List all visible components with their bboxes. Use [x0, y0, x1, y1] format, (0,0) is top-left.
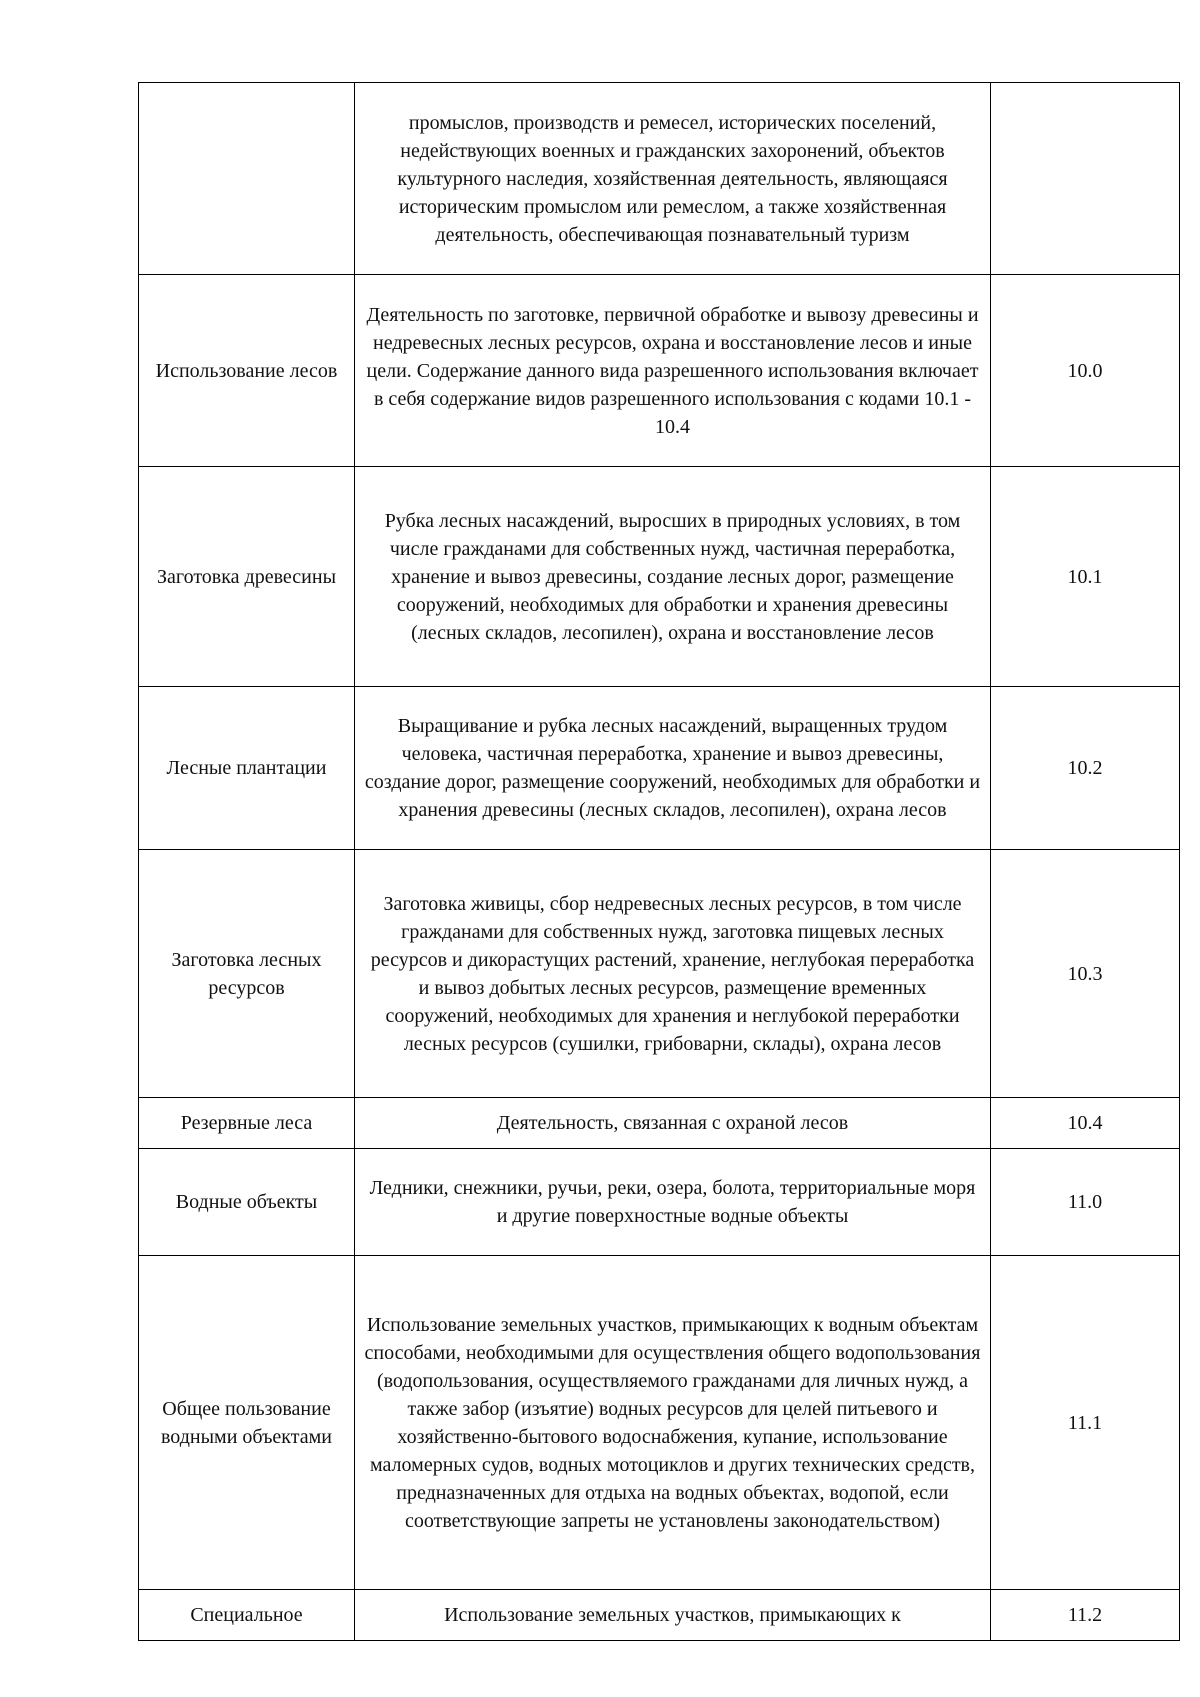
- use-code-cell: 11.2: [991, 1590, 1180, 1641]
- use-code-cell: 10.2: [991, 687, 1180, 850]
- land-use-table: [138, 82, 1180, 1641]
- table-row: [139, 850, 1180, 1098]
- table-row: [139, 1098, 1180, 1149]
- use-description-cell: Ледники, снежники, ручьи, реки, озера, болота, территориальные моря и другие поверхностные водные объекты: [355, 1149, 991, 1256]
- use-description-cell: Использование земельных участков, примыкающих к водным объектам способами, необходимыми для осуществления общего водопользования (водопользования, осуществляемого гражданами для личных нужд, а также забор (изъятие) водных ресурсов для целей питьевого и хозяйственно-бытового водоснабжения, купание, использование маломерных судов, водных мотоциклов и других технических средств, предназначенных для отдыха на водных объектах, водопой, если соответствующие запреты не установлены законодательством): [355, 1256, 991, 1590]
- table-row: [139, 687, 1180, 850]
- use-name-cell: Общее пользование водными объектами: [139, 1256, 355, 1590]
- use-code-cell: 10.0: [991, 275, 1180, 467]
- use-description-cell: Деятельность по заготовке, первичной обработке и вывозу древесины и недревесных лесных ресурсов, охрана и восстановление лесов и иные цели. Содержание данного вида разрешенного использования включает в себя содержание видов разрешенного использования с кодами 10.1 - 10.4: [355, 275, 991, 467]
- use-name-cell: Заготовка лесных ресурсов: [139, 850, 355, 1098]
- table-row: [139, 1256, 1180, 1590]
- use-name-cell: Использование лесов: [139, 275, 355, 467]
- use-description-cell: Выращивание и рубка лесных насаждений, выращенных трудом человека, частичная переработка, хранение и вывоз древесины, создание дорог, размещение сооружений, необходимых для обработки и хранения древесины (лесных складов, лесопилен), охрана лесов: [355, 687, 991, 850]
- use-name-cell: Заготовка древесины: [139, 467, 355, 687]
- use-description-cell: Заготовка живицы, сбор недревесных лесных ресурсов, в том числе гражданами для собственных нужд, заготовка пищевых лесных ресурсов и дикорастущих растений, хранение, неглубокая переработка и вывоз добытых лесных ресурсов, размещение временных сооружений, необходимых для хранения и неглубокой переработки лесных ресурсов (сушилки, грибоварни, склады), охрана лесов: [355, 850, 991, 1098]
- table-row: [139, 275, 1180, 467]
- use-name-cell: Резервные леса: [139, 1098, 355, 1149]
- use-description-cell: Рубка лесных насаждений, выросших в природных условиях, в том числе гражданами для собственных нужд, частичная переработка, хранение и вывоз древесины, создание лесных дорог, размещение сооружений, необходимых для обработки и хранения древесины (лесных складов, лесопилен), охрана и восстановление лесов: [355, 467, 991, 687]
- use-code-cell: 11.1: [991, 1256, 1180, 1590]
- table-row: [139, 1149, 1180, 1256]
- use-description-cell: промыслов, производств и ремесел, исторических поселений, недействующих военных и гражданских захоронений, объектов культурного наследия, хозяйственная деятельность, являющаяся историческим промыслом или ремеслом, а также хозяйственная деятельность, обеспечивающая познавательный туризм: [355, 83, 991, 275]
- use-code-cell: 11.0: [991, 1149, 1180, 1256]
- use-code-cell: [991, 83, 1180, 275]
- use-name-cell: [139, 83, 355, 275]
- use-description-cell: Деятельность, связанная с охраной лесов: [355, 1098, 991, 1149]
- table-row: [139, 83, 1180, 275]
- use-code-cell: 10.1: [991, 467, 1180, 687]
- use-code-cell: 10.4: [991, 1098, 1180, 1149]
- use-name-cell: Лесные плантации: [139, 687, 355, 850]
- use-description-cell: Использование земельных участков, примыкающих к: [355, 1590, 991, 1641]
- use-name-cell: Специальное: [139, 1590, 355, 1641]
- use-name-cell: Водные объекты: [139, 1149, 355, 1256]
- table-row: [139, 1590, 1180, 1641]
- use-code-cell: 10.3: [991, 850, 1180, 1098]
- table-row: [139, 467, 1180, 687]
